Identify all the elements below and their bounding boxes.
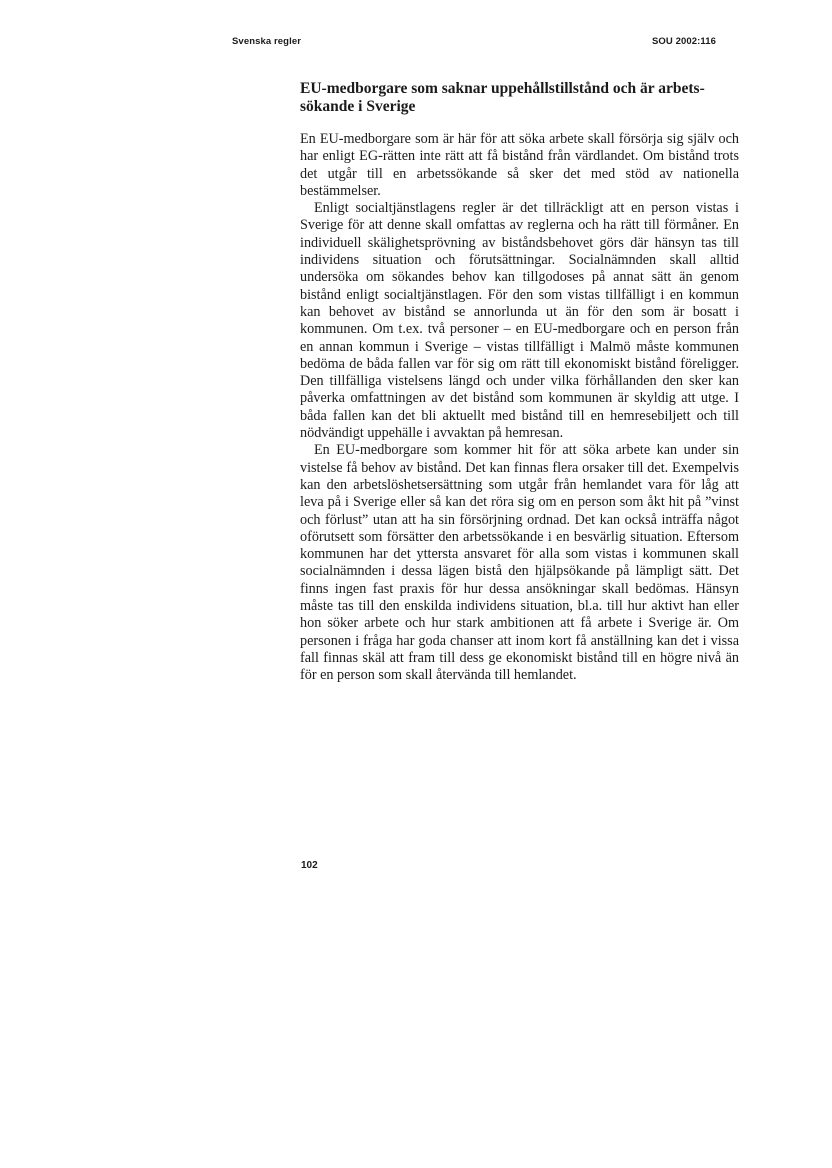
running-header-left: Svenska regler <box>232 36 301 47</box>
paragraph-3: En EU-medborgare som kommer hit för att söka arbete kan under sin vistelse få behov av bistånd. Det kan finnas flera orsaker till det. Exempelvis kan den arbetslöshetsersättning som utgår från hemlandet vara för låg att leva på i Sverige eller så kan det röra sig om en person som åkt hit på ”vinst och förlust” utan att ha sin försörjning ordnad. Det kan också inträffa något oförutsett som försätter den arbetssökande i en besvärlig situation. Eftersom kommunen har det yttersta ansvaret för alla som vistas i kommunen skall socialnämnden i dessa lägen bistå den hjälpsökande på lämpligt sätt. Det finns ingen fast praxis för hur dessa ansökningar skall bedömas. Hänsyn måste tas till den enskilda individens situation, bl.a. till hur aktivt han eller hon söker arbete och hur stark ambitionen att få arbete i Sverige är. Om personen i fråga har goda chanser att inom kort få anställning kan det i vissa fall finnas skäl att fram till dess ge ekonomiskt bistånd till en högre nivå än för en person som skall återvända till hemlandet. <box>300 442 739 684</box>
page-number: 102 <box>301 860 318 871</box>
paragraph-2: Enligt socialtjänstlagens regler är det tillräckligt att en person vistas i Sverige för att denne skall omfattas av reglerna och ha rätt till förmåner. En individuell skälighetsprövning av biståndsbehovet görs där hänsyn tas till individens situation och förutsättningar. Socialnämnden skall alltid undersöka om sökandes behov kan tillgodoses på annat sätt än genom bistånd enligt socialtjänstlagen. För den som vistas tillfälligt i en kommun kan behovet av bistånd se annorlunda ut än för den som är bosatt i kommunen. Om t.ex. två personer – en EU-medborgare och en person från en annan kommun i Sverige – vistas tillfälligt i Malmö måste kommunen bedöma de båda fallen var för sig om rätt till ekonomiskt bistånd föreligger. Den tillfälliga vistelsens längd och under vilka förhållanden den sker kan påverka omfattningen av det bistånd som kommunen är skyldig att utge. I båda fallen kan det bli aktuellt med bistånd till en hemresebiljett och till nödvändigt uppehälle i avvaktan på hemresan. <box>300 200 739 442</box>
section-heading: EU-medborgare som saknar uppehållstillstånd och är arbetssökande i Sverige <box>300 80 705 115</box>
running-header-right: SOU 2002:116 <box>652 36 717 47</box>
section-body <box>300 80 739 685</box>
paragraph-1: En EU-medborgare som är här för att söka arbete skall försörja sig själv och har enligt EG-rätten inte rätt att få bistånd från värdlandet. Om bistånd trots det utgår till en arbetssökande så sker det med stöd av nationella bestämmelser. <box>300 131 739 199</box>
